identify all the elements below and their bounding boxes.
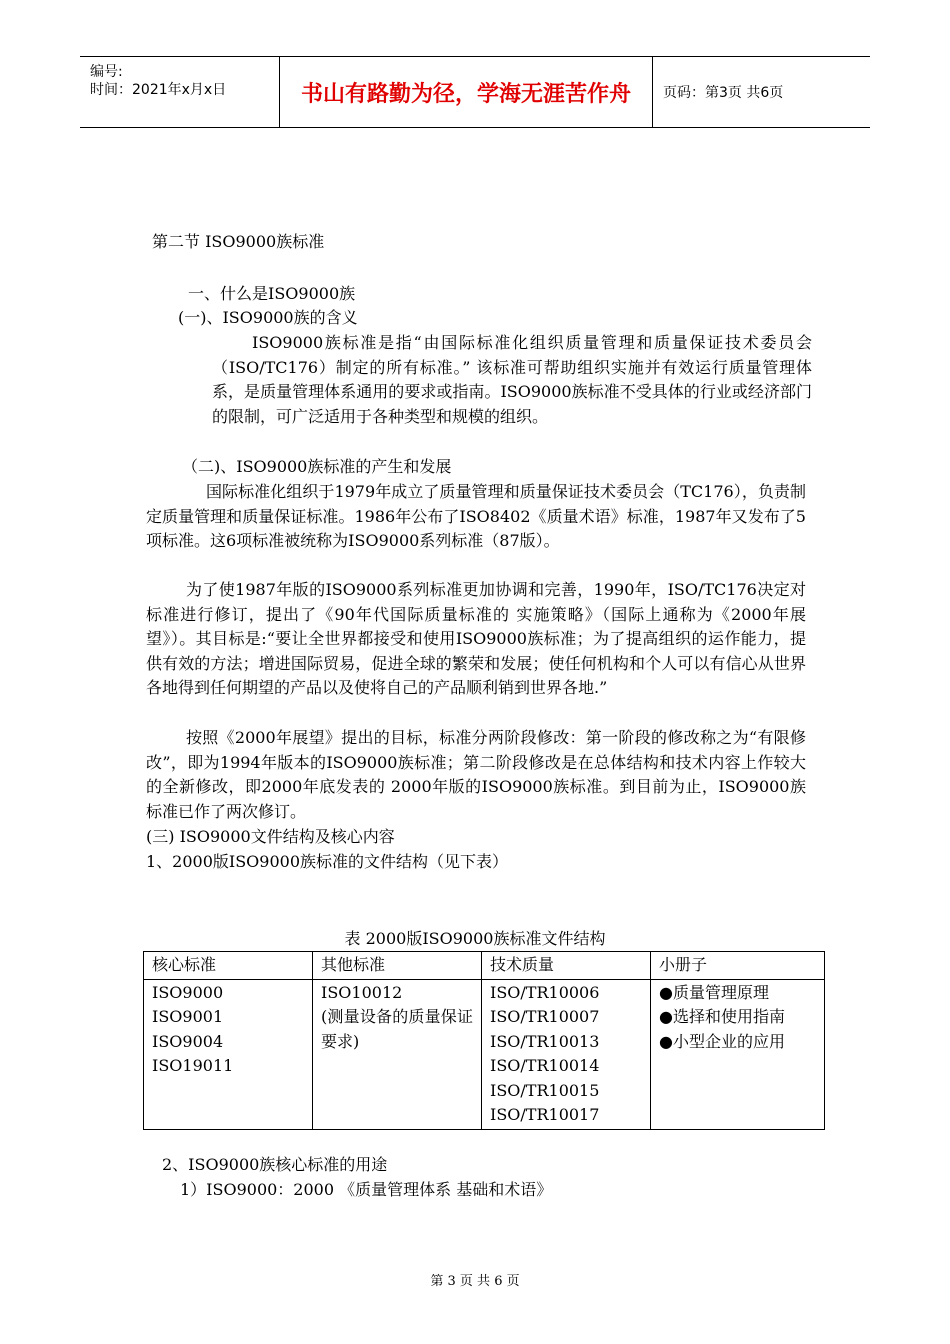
cell-booklets: [651, 979, 825, 1129]
section-title: 第二节 ISO9000族标准: [152, 232, 325, 251]
list-item: ●小型企业的应用: [659, 1031, 785, 1051]
header-booklet: 小册子: [651, 952, 825, 980]
paragraph-origin: 国际标准化组织于1979年成立了质量管理和质量保证技术委员会（TC176），负责制定质量管理和质量保证标准。1986年公布了ISO8402《质量术语》标准，1987年又发布了5项标准。这6项标准被统称为ISO9000系列标准（87版）。: [146, 482, 806, 550]
paragraph-revision: 为了使1987年版的ISO9000系列标准更加协调和完善，1990年，ISO/TC176决定对标准进行修订，提出了《90年代国际质量标准的 实施策略》（国际上通称为《2000年展望》）。其目标是:“要让全世界都接受和使用ISO9000族标准；为了提高组织的运作能力，提供有效的方法；增进国际贸易，促进全球的繁荣和发展；使任何机构和个人可以有信心从世界各地得到任何期望的产品以及使将自己的产品顺利销到世界各地.”: [146, 580, 806, 697]
heading-what-is: 一、什么是ISO9000族: [188, 284, 356, 303]
list-item: ISO/TR10006: [490, 982, 600, 1002]
header-other: 其他标准: [313, 952, 482, 980]
list-item: ISO9004: [152, 1031, 224, 1051]
list-item: ISO19011: [152, 1056, 234, 1075]
header-core: 核心标准: [144, 952, 313, 980]
table-header-row: [144, 952, 825, 980]
time-label: 时间：2021年x月x日: [90, 82, 227, 98]
subheading-usage: 2、ISO9000族核心标准的用途: [162, 1155, 388, 1174]
usage-item-1: 1）ISO9000：2000 《质量管理体系 基础和术语》: [180, 1180, 553, 1199]
table-caption: 表 2000版ISO9000族标准文件结构: [344, 929, 606, 948]
page-footer: 第 3 页 共 6 页: [430, 1274, 520, 1289]
heading-structure: (三) ISO9000文件结构及核心内容: [146, 827, 395, 846]
list-item: ISO/TR10015: [490, 1080, 600, 1100]
structure-table: [143, 951, 825, 1130]
list-item: ISO9001: [152, 1007, 224, 1026]
list-item: ●质量管理原理: [659, 982, 769, 1002]
list-item: ●选择和使用指南: [659, 1007, 785, 1026]
header-tech: 技术质量: [482, 952, 651, 980]
subheading-file-structure: 1、2000版ISO9000族标准的文件结构（见下表）: [146, 852, 509, 871]
list-item: ISO10012: [321, 982, 403, 1002]
list-item: ISO/TR10007: [490, 1007, 600, 1026]
header-motto: 书山有路勤为径，学海无涯苦作舟: [280, 57, 653, 127]
heading-meaning: (一)、ISO9000族的含义: [178, 308, 358, 327]
paragraph-stages: 按照《2000年展望》提出的目标，标准分两阶段修改：第一阶段的修改称之为“有限修改”，即为1994年版本的ISO9000族标准；第二阶段修改是在总体结构和技术内容上作较大的全新修改，即2000年底发表的 2000年版的ISO9000族标准。到目前为止，ISO9000族标准已作了两次修订。: [146, 728, 806, 821]
list-item: ISO9000: [152, 982, 224, 1002]
table-row: [144, 979, 825, 1129]
cell-tech-reports: [482, 979, 651, 1129]
list-item: ISO/TR10014: [490, 1056, 600, 1075]
list-item: (测量设备的质量保证要求): [321, 1007, 473, 1051]
cell-core-standards: [144, 979, 313, 1129]
cell-other-standards: [313, 979, 482, 1129]
list-item: ISO/TR10013: [490, 1031, 600, 1051]
paragraph-meaning: ISO9000族标准是指“由国际标准化组织质量管理和质量保证技术委员会（ISO/TC176）制定的所有标准。” 该标准可帮助组织实施并有效运行质量管理体系，是质量管理体系通用的要求或指南。ISO9000族标准不受具体的行业或经济部门的限制，可广泛适用于各种类型和规模的组织。: [212, 333, 812, 426]
header-page-code: 页码：第3页 共6页: [663, 85, 784, 101]
number-label: 编号:: [90, 64, 123, 80]
header-meta: [80, 57, 280, 127]
page-header: [80, 56, 870, 128]
heading-origin: （二)、ISO9000族标准的产生和发展: [182, 457, 452, 476]
list-item: ISO/TR10017: [490, 1105, 600, 1124]
